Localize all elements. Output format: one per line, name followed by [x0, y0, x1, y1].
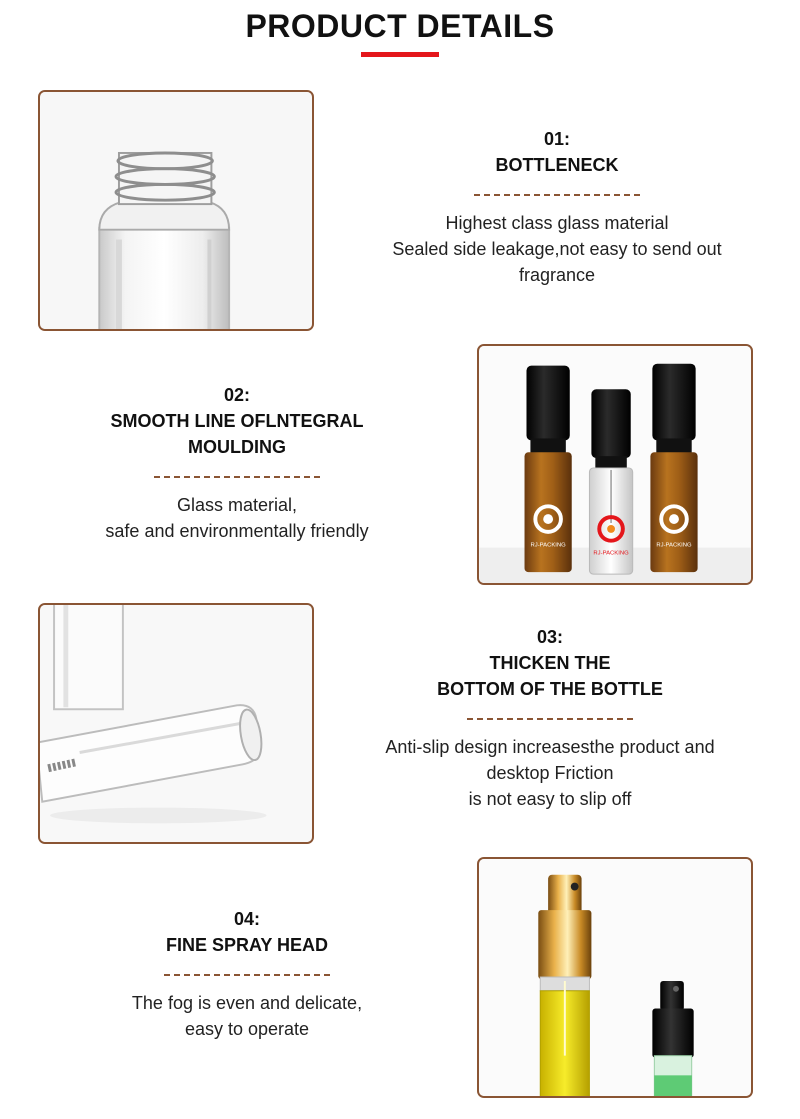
- bottle-bottom-image: [38, 603, 314, 844]
- feature-heading: FINE SPRAY HEAD: [165, 935, 329, 955]
- feature-number: 02:: [223, 385, 250, 405]
- feature-number: 01:: [543, 129, 570, 149]
- feature-desc-line: safe and environmentally friendly: [105, 521, 369, 541]
- feature-1: [352, 126, 762, 288]
- feature-desc-line: Sealed side leakage,not easy to send out: [392, 239, 722, 259]
- divider-rule: [154, 476, 320, 478]
- feature-heading: SMOOTH LINE OFLNTEGRAL: [110, 411, 364, 431]
- divider-rule: [474, 194, 640, 196]
- feature-heading: MOULDING: [188, 437, 286, 457]
- feature-heading: BOTTLENECK: [495, 155, 619, 175]
- glass-bottleneck-illustration: [40, 92, 312, 329]
- feature-number: 04:: [233, 909, 260, 929]
- feature-desc-line: easy to operate: [184, 1019, 310, 1039]
- logo-label: RJ-PACKING: [593, 550, 629, 557]
- feature-desc-line: fragrance: [518, 265, 596, 285]
- title-underline: [361, 52, 439, 57]
- bottleneck-image: [38, 90, 314, 331]
- page-title: PRODUCT DETAILS: [245, 8, 555, 44]
- three-vials-illustration: [479, 346, 751, 583]
- logo-label: RJ-PACKING: [656, 542, 692, 549]
- feature-desc-line: desktop Friction: [486, 763, 614, 783]
- feature-3: [344, 624, 756, 812]
- feature-desc-line: Anti-slip design increasesthe product and: [385, 737, 715, 757]
- divider-rule: [164, 974, 330, 976]
- feature-heading: THICKEN THE: [489, 653, 611, 673]
- feature-heading: BOTTOM OF THE BOTTLE: [437, 679, 663, 699]
- vial-bottom-illustration: [40, 605, 312, 842]
- feature-4: [42, 906, 452, 1042]
- logo-label: RJ-PACKING: [530, 542, 566, 549]
- feature-number: 03:: [536, 627, 563, 647]
- feature-desc-line: Highest class glass material: [445, 213, 669, 233]
- spray-vials-image: [477, 344, 753, 585]
- spray-head-image: [477, 857, 753, 1098]
- feature-desc-line: Glass material,: [176, 495, 298, 515]
- spray-head-illustration: [479, 859, 751, 1096]
- feature-desc-line: The fog is even and delicate,: [131, 993, 363, 1013]
- divider-rule: [467, 718, 633, 720]
- feature-2: [32, 382, 442, 544]
- feature-desc-line: is not easy to slip off: [468, 789, 632, 809]
